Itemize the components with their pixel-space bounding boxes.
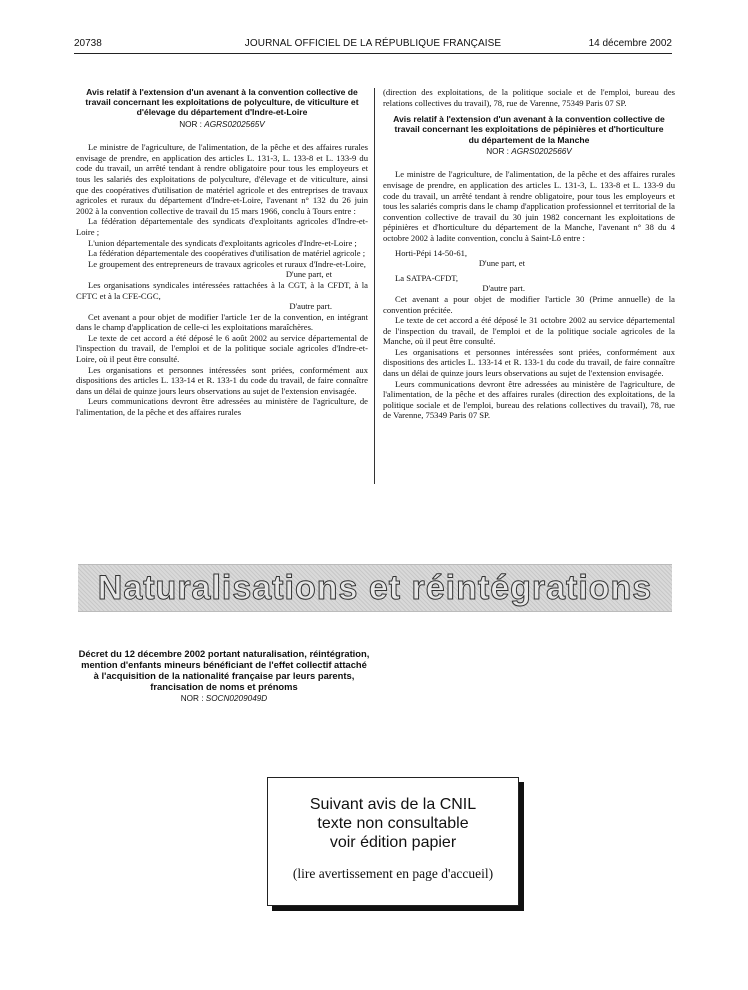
avis-title: Avis relatif à l'extension d'un avenant à la convention collective de travail concernant les exploitations de polyculture, de viticulture et d'élevage du département d'Indre-et-Loire (85, 87, 359, 118)
journal-title: JOURNAL OFFICIEL DE LA RÉPUBLIQUE FRANÇAISE (244, 38, 502, 49)
decret-naturalisation (78, 648, 370, 715)
nor-label: NOR : (180, 694, 204, 703)
avis-indre-et-loire (76, 87, 368, 418)
paragraph: Leurs communications devront être adressées au ministère de l'agriculture, de l'alimentation, de la pêche et des affaires rurales (direction des exploitations, de la politique sociale et de l'emploi, bureau des relations collectives du travail), 78, rue de Varenne, 75349 Paris 07 SP. (383, 378, 675, 421)
section-banner (78, 564, 672, 612)
nor-reference (383, 147, 675, 158)
paragraph: D'autre part. (482, 283, 525, 294)
nor-reference (76, 120, 368, 131)
nor-code: AGRS0202565V (204, 119, 265, 129)
paragraph: D'autre part. (289, 301, 332, 312)
decret-title: Décret du 12 décembre 2002 portant naturalisation, réintégration, mention d'enfants mineurs bénéficiant de l'effet collectif attaché à l'acquisition de la nationalité française par leurs parents, francisation de noms et prénoms (78, 648, 370, 692)
page-number: 20738 (74, 38, 102, 49)
paragraph: Cet avenant a pour objet de modifier l'article 1er de la convention, en intégrant dans le champ d'application de celle-ci les exploitations maraîchères. (76, 311, 368, 333)
cnil-notice-line: Suivant avis de la CNIL (309, 796, 477, 813)
header-rule (74, 53, 672, 54)
paragraph: Le ministre de l'agriculture, de l'alimentation, de la pêche et des affaires rurales envisage de prendre, en application des articles L. 131-3, L. 133-8 et L. 133-9 du code du travail, un arrêté tendant à rendre obligatoire pour tous les employeurs et tous les salariés des exploitations de polyculture, d'élevage et de viticulture, ainsi que des coopératives d'utilisation de matériel agricole et des entreprises de travaux agricoles et ruraux du département d'Indre-et-Loire, l'avenant n° 132 du 26 juin 2002 à la convention collective de travail du 15 mars 1966, conclu à Tours entre : (76, 142, 368, 216)
paragraph: Le groupement des entrepreneurs de travaux agricoles et ruraux d'Indre-et-Loire, (88, 258, 366, 269)
paragraph: D'une part, et (285, 269, 332, 280)
paragraph: Leurs communications devront être adressées au ministère de l'agriculture, de l'alimentation, de la pêche et des affaires rurales (76, 396, 368, 418)
paragraph: L'union départementale des syndicats d'exploitants agricoles d'Indre-et-Loire ; (88, 237, 357, 248)
nor-code: AGRS0202566V (511, 146, 572, 156)
paragraph: Horti-Pépi 14-50-61, (395, 247, 468, 258)
paragraph: La fédération départementale des syndicats d'exploitants agricoles d'Indre-et-Loire ; (76, 216, 368, 237)
paragraph: Les organisations et personnes intéressées sont priées, conformément aux dispositions des articles L. 133-14 et R. 133-1 du code du travail, de faire connaître dans un délai de quinze jours leurs observations au sujet de l'extension envisagée. (383, 346, 675, 379)
avis-title: Avis relatif à l'extension d'un avenant à la convention collective de travail concernant les exploitations de pépinières et d'horticulture du département de la Manche (393, 114, 665, 145)
avis-continuation: (direction des exploitations, de la politique sociale et de l'emploi, bureau des relations collectives du travail), 78, rue de Varenne, 75349 Paris 07 SP. (383, 87, 675, 108)
paragraph: La fédération départementale des coopératives d'utilisation de matériel agricole ; (88, 248, 366, 259)
cnil-notice-line: texte non consultable (317, 815, 469, 832)
page-header (74, 36, 672, 52)
paragraph: Les organisations syndicales intéressées rattachées à la CGT, à la CFDT, à la CFTC et à la CFE-CGC, (76, 279, 368, 301)
paragraph: Le texte de cet accord a été déposé le 31 octobre 2002 au service départemental de l'inspection du travail, de l'emploi et de la politique sociale agricoles de la Manche, où il peut être consulté. (383, 315, 675, 347)
paragraph: Le texte de cet accord a été déposé le 6 août 2002 au service départemental de l'inspection du travail, de l'emploi et de la politique sociale agricoles d'Indre-et-Loire, où il peut être consulté. (76, 332, 368, 365)
nor-reference (78, 694, 370, 703)
right-column (383, 87, 675, 421)
cnil-notice-line: voir édition papier (329, 834, 457, 851)
paragraph: La SATPA-CFDT, (395, 272, 459, 283)
issue-date: 14 décembre 2002 (588, 38, 672, 49)
section-title: Naturalisations et réintégrations (97, 568, 653, 607)
nor-label: NOR : (486, 146, 509, 156)
paragraph: Les organisations et personnes intéressées sont priées, conformément aux dispositions des articles L. 133-14 et R. 133-1 du code du travail, de faire connaître dans un délai de quinze jours leurs observations au sujet de l'extension envisagée. (76, 364, 368, 396)
column-divider (374, 88, 375, 484)
cnil-notice-box (267, 777, 519, 906)
nor-label: NOR : (179, 119, 202, 129)
nor-code: SOCN0209049D (205, 694, 268, 703)
paragraph: Le ministre de l'agriculture, de l'alimentation, de la pêche et des affaires rurales envisage de prendre, en application des articles L. 131-3, L. 133-8 et L. 133-9 du code du travail, un arrêté tendant à rendre obligatoire, pour tous les employeurs et tous les salariés compris dans le champ d'application professionnel et territorial de la convention collective de travail du 30 juin 1982 concernant les exploitations de pépinières et d'horticulture du département de la Manche, l'avenant n° 38 du 4 octobre 2002 à ladite convention, conclu à Saint-Lô entre : (383, 169, 675, 243)
cnil-notice-warning: (lire avertissement en page d'accueil) (292, 866, 494, 881)
paragraph: D'une part, et (478, 258, 525, 269)
paragraph: Cet avenant a pour objet de modifier l'article 30 (Prime annuelle) de la convention précitée. (383, 293, 675, 315)
